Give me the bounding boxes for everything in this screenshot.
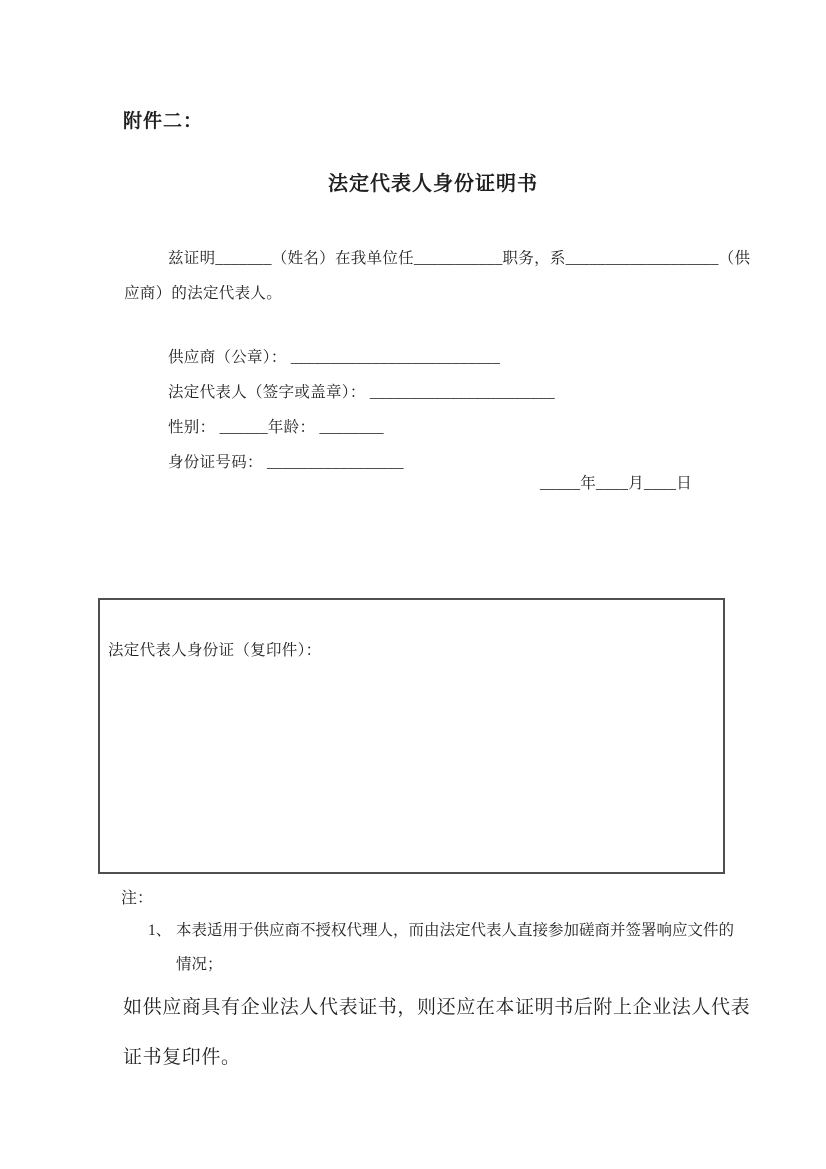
id-number-line: 身份证号码： _________________ xyxy=(168,454,404,471)
supplier-seal-line: 供应商（公章）： __________________________ xyxy=(168,349,501,366)
page-title: 法定代表人身份证明书 xyxy=(328,173,538,195)
note-1-line-1: 本表适用于供应商不授权代理人，而由法定代表人直接参加磋商并签署响应文件的 xyxy=(176,922,735,939)
note-2-line-1: 如供应商具有企业法人代表证书，则还应在本证明书后附上企业法人代表 xyxy=(123,997,751,1018)
id-copy-box xyxy=(98,598,725,874)
intro-line-1: 兹证明_______（姓名）在我单位任___________职务，系___________________（供 xyxy=(168,250,751,267)
note-item-2 xyxy=(123,983,750,1083)
note-1-line-2: 情况； xyxy=(176,956,223,973)
intro-line-2: 应商）的法定代表人。 xyxy=(124,285,283,302)
form-fields xyxy=(168,340,555,480)
note-item-1 xyxy=(148,914,734,982)
gender-age-line: 性别： ______年龄： ________ xyxy=(168,419,384,436)
notes-heading: 注： xyxy=(121,890,154,907)
note-2-line-2: 证书复印件。 xyxy=(123,1047,241,1068)
id-copy-box-label: 法定代表人身份证（复印件）： xyxy=(108,642,322,659)
intro-paragraph xyxy=(124,241,751,311)
legal-rep-signature-line: 法定代表人（签字或盖章）： _______________________ xyxy=(168,384,555,401)
attachment-label: 附件二： xyxy=(123,111,204,132)
note-1-text xyxy=(176,914,734,982)
date-line: _____年____月____日 xyxy=(540,475,693,492)
note-1-number: 1、 xyxy=(148,922,172,939)
